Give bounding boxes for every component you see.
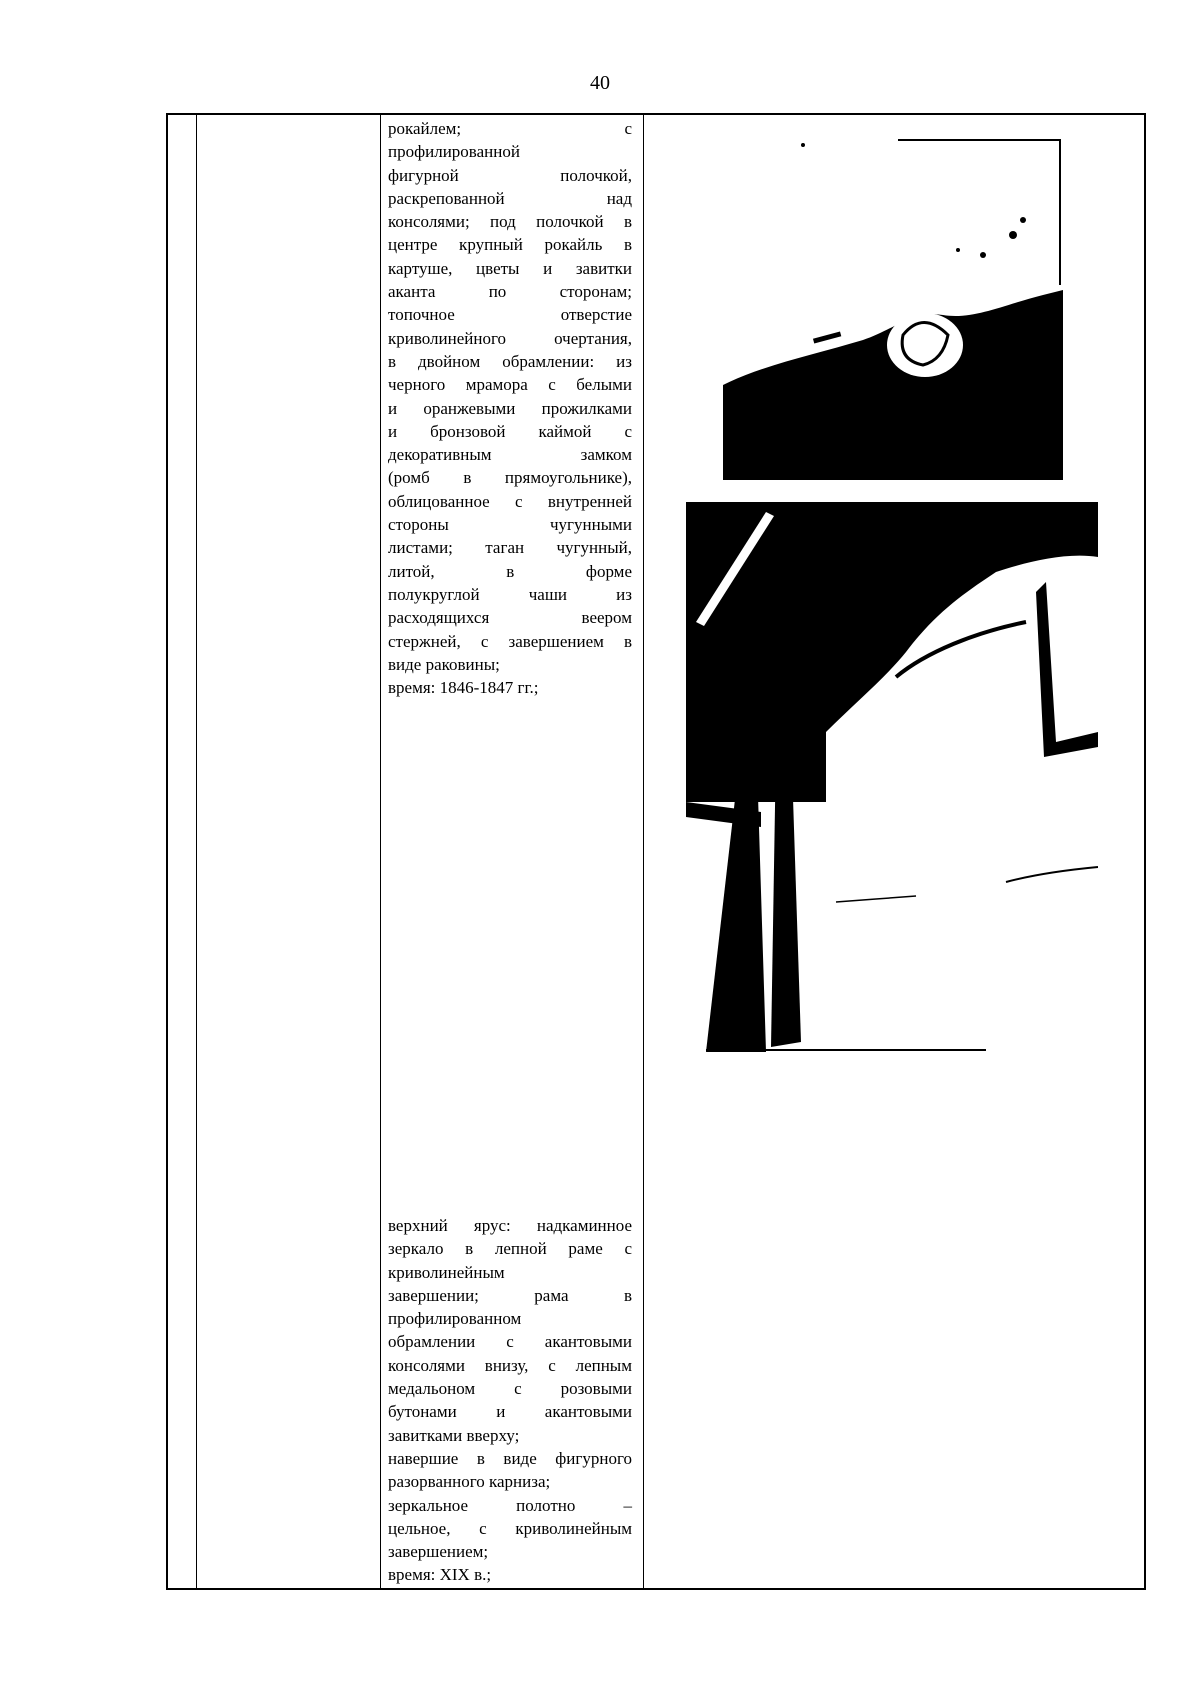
table-column-divider — [643, 115, 644, 1588]
text-line: медальоном с розовыми — [388, 1379, 632, 1399]
text-line: литой, в форме — [388, 561, 632, 581]
text-line: полукруглой чаши из — [388, 584, 632, 604]
text-line: черного мрамора с белыми — [388, 375, 632, 395]
text-line: виде раковины; — [388, 654, 500, 674]
text-line: центре крупный рокайль в — [388, 235, 632, 255]
table-column-divider — [380, 115, 381, 1588]
text-line: облицованное с внутренней — [388, 491, 632, 511]
text-line: аканта по сторонам; — [388, 282, 632, 302]
description-block-lower-tier — [388, 117, 632, 699]
text-line: и оранжевыми прожилками — [388, 398, 632, 418]
text-line: (ромб в прямоугольнике), — [388, 468, 632, 488]
text-line: стержней, с завершением в — [388, 631, 632, 651]
text-line: картуше, цветы и завитки — [388, 258, 632, 278]
text-line: зеркало в лепной раме с — [388, 1239, 632, 1259]
text-line: декоративным замком — [388, 445, 632, 465]
text-line: консолями внизу, с лепным — [388, 1355, 632, 1375]
table-column-divider — [196, 115, 197, 1588]
text-line: профилированной — [388, 142, 520, 162]
text-line: зеркальное полотно – — [388, 1495, 632, 1515]
text-line: в двойном обрамлении: из — [388, 351, 632, 371]
text-line: время: 1846-1847 гг.; — [388, 678, 539, 698]
text-line: разорванного карниза; — [388, 1472, 551, 1492]
text-line: консолями; под полочкой в — [388, 212, 632, 232]
text-line: бутонами и акантовыми — [388, 1402, 632, 1422]
text-line: навершие в виде фигурного — [388, 1448, 632, 1468]
text-line: топочное отверстие — [388, 305, 632, 325]
fireplace-view-photo — [686, 502, 1098, 1052]
text-line: профилированном — [388, 1309, 522, 1329]
text-line: криволинейным — [388, 1262, 505, 1282]
text-line: время: XIX в.; — [388, 1565, 492, 1585]
text-line: фигурной полочкой, — [388, 165, 632, 185]
page-number: 40 — [590, 72, 610, 94]
text-line: завершении; рама в — [388, 1285, 632, 1305]
text-line: расходящихся веером — [388, 608, 632, 628]
text-line: и бронзовой каймой с — [388, 421, 632, 441]
text-line: завитками вверху; — [388, 1425, 520, 1445]
text-line: цельное, с криволинейным — [388, 1518, 632, 1538]
text-line: завершением; — [388, 1542, 489, 1562]
text-line: рокайлем; с — [388, 119, 632, 138]
text-line: верхний ярус: надкаминное — [388, 1216, 632, 1235]
text-line: раскрепованной над — [388, 188, 632, 208]
fireplace-detail-photo — [723, 135, 1063, 480]
text-line: обрамлении с акантовыми — [388, 1332, 632, 1352]
description-block-upper-tier — [388, 1214, 632, 1587]
text-line: листами; таган чугунный, — [388, 538, 632, 558]
text-line: криволинейного очертания, — [388, 328, 632, 348]
text-line: стороны чугунными — [388, 515, 632, 535]
